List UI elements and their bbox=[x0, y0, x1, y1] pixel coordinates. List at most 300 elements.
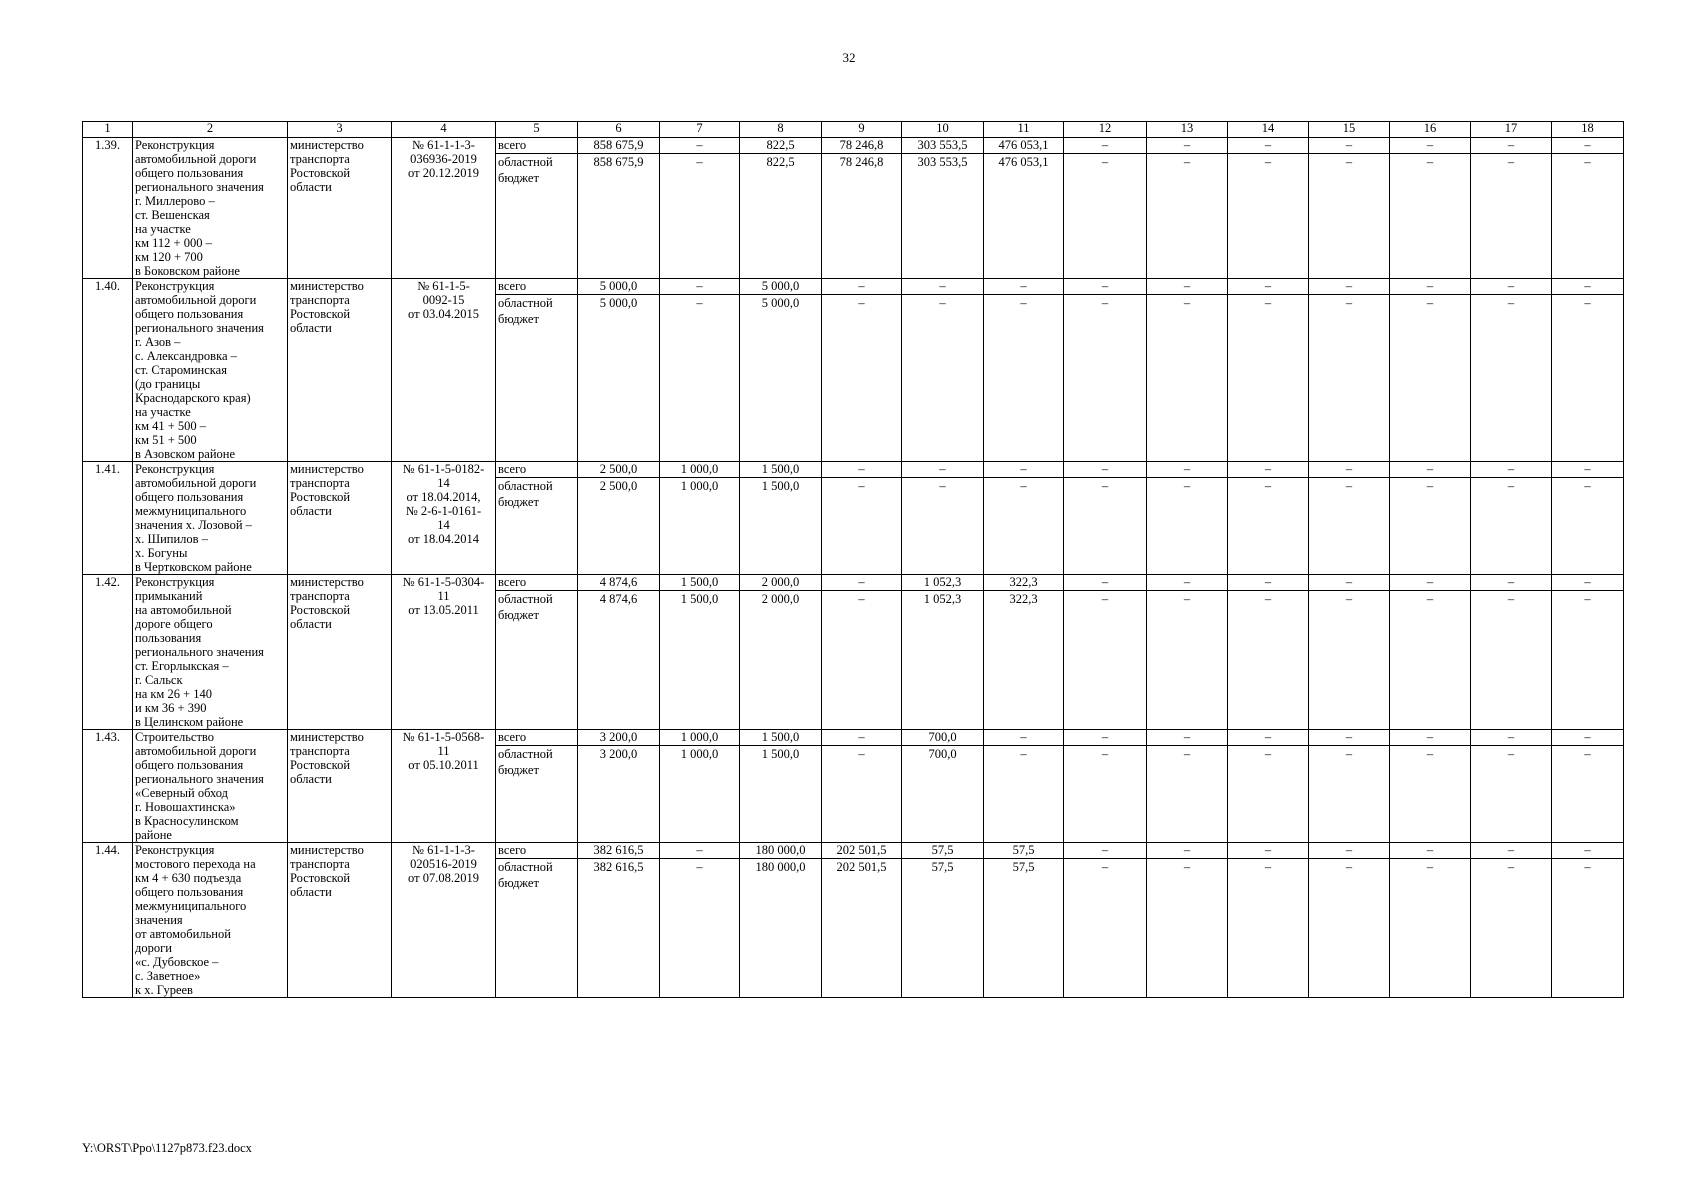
text-line: от 20.12.2019 bbox=[408, 166, 479, 180]
value-cell: – bbox=[1471, 859, 1552, 998]
value-cell: – bbox=[1064, 295, 1147, 462]
responsible-org bbox=[288, 462, 392, 575]
text-line: регионального значения bbox=[135, 645, 264, 659]
column-number-10: 10 bbox=[902, 122, 984, 138]
value-cell: – bbox=[984, 295, 1064, 462]
text-line: «с. Дубовское – bbox=[135, 955, 219, 969]
expertise-document bbox=[392, 843, 496, 998]
text-line: областной bbox=[498, 592, 553, 606]
text-line: примыканий bbox=[135, 589, 203, 603]
value-cell: – bbox=[822, 279, 902, 295]
value-cell: – bbox=[1471, 462, 1552, 478]
value-cell: 303 553,5 bbox=[902, 154, 984, 279]
value-cell: – bbox=[1147, 575, 1228, 591]
text-line: Краснодарского края) bbox=[135, 391, 251, 405]
value-cell: – bbox=[1471, 746, 1552, 843]
text-line: регионального значения bbox=[135, 772, 264, 786]
value-cell: – bbox=[1064, 138, 1147, 154]
text-line: 036936-2019 bbox=[410, 152, 477, 166]
item-number: 1.44. bbox=[83, 843, 133, 998]
value-cell: – bbox=[1147, 279, 1228, 295]
object-name bbox=[133, 279, 288, 462]
text-line: № 2-6-1-0161- bbox=[405, 504, 482, 518]
file-path: Y:\ORST\Ppo\1127p873.f23.docx bbox=[82, 1141, 252, 1155]
column-number-1: 1 bbox=[83, 122, 133, 138]
funding-source-total: всего bbox=[496, 575, 578, 591]
table-row-total bbox=[83, 730, 1624, 746]
object-name bbox=[133, 730, 288, 843]
value-cell: – bbox=[1064, 730, 1147, 746]
funding-source-budget bbox=[496, 295, 578, 462]
text-line: г. Новошахтинска» bbox=[135, 800, 236, 814]
value-cell: 858 675,9 bbox=[578, 154, 660, 279]
value-cell: 303 553,5 bbox=[902, 138, 984, 154]
value-cell: 1 000,0 bbox=[660, 730, 740, 746]
value-cell: – bbox=[1147, 730, 1228, 746]
value-cell: – bbox=[1064, 859, 1147, 998]
value-cell: 1 052,3 bbox=[902, 591, 984, 730]
expertise-document bbox=[392, 279, 496, 462]
value-cell: – bbox=[1390, 746, 1471, 843]
value-cell: – bbox=[1228, 730, 1309, 746]
column-number-4: 4 bbox=[392, 122, 496, 138]
expertise-document bbox=[392, 462, 496, 575]
responsible-org bbox=[288, 138, 392, 279]
value-cell: – bbox=[1552, 746, 1624, 843]
item-number: 1.43. bbox=[83, 730, 133, 843]
value-cell: – bbox=[1471, 843, 1552, 859]
text-line: транспорта bbox=[290, 744, 350, 758]
value-cell: – bbox=[1228, 138, 1309, 154]
column-number-17: 17 bbox=[1471, 122, 1552, 138]
text-line: Ростовской bbox=[290, 166, 351, 180]
value-cell: – bbox=[1390, 295, 1471, 462]
text-line: области bbox=[290, 772, 332, 786]
text-line: дороге общего bbox=[135, 617, 213, 631]
funding-source-total: всего bbox=[496, 138, 578, 154]
text-line: в Красносулинском bbox=[135, 814, 239, 828]
responsible-org bbox=[288, 730, 392, 843]
value-cell: – bbox=[984, 730, 1064, 746]
text-line: общего пользования bbox=[135, 758, 244, 772]
text-line: транспорта bbox=[290, 293, 350, 307]
table-row-total bbox=[83, 843, 1624, 859]
table-row-total bbox=[83, 462, 1624, 478]
text-line: значения bbox=[135, 913, 183, 927]
value-cell: – bbox=[1471, 730, 1552, 746]
column-number-9: 9 bbox=[822, 122, 902, 138]
value-cell: – bbox=[1552, 730, 1624, 746]
text-line: бюджет bbox=[498, 763, 539, 778]
text-line: № 61-1-5-0304- bbox=[402, 575, 485, 589]
value-cell: – bbox=[1064, 462, 1147, 478]
value-cell: 2 000,0 bbox=[740, 575, 822, 591]
text-line: области bbox=[290, 617, 332, 631]
value-cell: – bbox=[660, 138, 740, 154]
value-cell: – bbox=[984, 746, 1064, 843]
value-cell: – bbox=[1064, 843, 1147, 859]
value-cell: – bbox=[660, 859, 740, 998]
value-cell: – bbox=[1147, 154, 1228, 279]
value-cell: – bbox=[1309, 591, 1390, 730]
value-cell: – bbox=[1390, 843, 1471, 859]
text-line: областной bbox=[498, 860, 553, 874]
text-line: г. Миллерово – bbox=[135, 194, 215, 208]
text-line: 14 bbox=[437, 518, 450, 532]
text-line: области bbox=[290, 885, 332, 899]
value-cell: 2 500,0 bbox=[578, 462, 660, 478]
value-cell: – bbox=[1552, 138, 1624, 154]
text-line: к х. Гуреев bbox=[135, 983, 193, 997]
value-cell: – bbox=[984, 462, 1064, 478]
text-line: транспорта bbox=[290, 476, 350, 490]
table-row-total bbox=[83, 575, 1624, 591]
text-line: Реконструкция bbox=[135, 843, 215, 857]
value-cell: 1 500,0 bbox=[660, 591, 740, 730]
value-cell: – bbox=[1390, 591, 1471, 730]
text-line: Реконструкция bbox=[135, 575, 215, 589]
value-cell: – bbox=[1064, 478, 1147, 575]
value-cell: – bbox=[902, 279, 984, 295]
text-line: № 61-1-1-3- bbox=[412, 138, 475, 152]
item-number: 1.39. bbox=[83, 138, 133, 279]
value-cell: 3 200,0 bbox=[578, 730, 660, 746]
text-line: области bbox=[290, 321, 332, 335]
text-line: транспорта bbox=[290, 857, 350, 871]
value-cell: 4 874,6 bbox=[578, 591, 660, 730]
text-line: Строительство bbox=[135, 730, 215, 744]
value-cell: – bbox=[822, 462, 902, 478]
funding-source-total: всего bbox=[496, 462, 578, 478]
value-cell: – bbox=[1228, 859, 1309, 998]
text-line: 14 bbox=[437, 476, 450, 490]
object-name bbox=[133, 575, 288, 730]
text-line: областной bbox=[498, 155, 553, 169]
value-cell: – bbox=[1390, 154, 1471, 279]
text-line: Реконструкция bbox=[135, 279, 215, 293]
value-cell: – bbox=[1147, 746, 1228, 843]
value-cell: – bbox=[660, 279, 740, 295]
value-cell: – bbox=[1064, 279, 1147, 295]
value-cell: 2 500,0 bbox=[578, 478, 660, 575]
value-cell: – bbox=[1309, 154, 1390, 279]
value-cell: 78 246,8 bbox=[822, 154, 902, 279]
text-line: (до границы bbox=[135, 377, 201, 391]
value-cell: – bbox=[660, 154, 740, 279]
column-number-row bbox=[83, 122, 1624, 138]
text-line: от 05.10.2011 bbox=[408, 758, 479, 772]
value-cell: – bbox=[1064, 575, 1147, 591]
text-line: Ростовской bbox=[290, 603, 351, 617]
text-line: областной bbox=[498, 747, 553, 761]
value-cell: 700,0 bbox=[902, 730, 984, 746]
text-line: министерство bbox=[290, 843, 364, 857]
value-cell: – bbox=[1390, 478, 1471, 575]
text-line: общего пользования bbox=[135, 490, 244, 504]
value-cell: – bbox=[1309, 462, 1390, 478]
value-cell: 1 000,0 bbox=[660, 746, 740, 843]
value-cell: – bbox=[1147, 295, 1228, 462]
value-cell: – bbox=[1309, 295, 1390, 462]
text-line: дороги bbox=[135, 941, 172, 955]
value-cell: – bbox=[1228, 478, 1309, 575]
value-cell: – bbox=[1552, 154, 1624, 279]
value-cell: – bbox=[822, 575, 902, 591]
text-line: Реконструкция bbox=[135, 138, 215, 152]
value-cell: – bbox=[1228, 295, 1309, 462]
value-cell: 858 675,9 bbox=[578, 138, 660, 154]
value-cell: – bbox=[1390, 279, 1471, 295]
page-number: 32 bbox=[842, 50, 856, 65]
text-line: на участке bbox=[135, 222, 191, 236]
value-cell: – bbox=[902, 462, 984, 478]
value-cell: 1 500,0 bbox=[660, 575, 740, 591]
expertise-document bbox=[392, 730, 496, 843]
text-line: пользования bbox=[135, 631, 202, 645]
text-line: в Целинском районе bbox=[135, 715, 244, 729]
text-line: км 120 + 700 bbox=[135, 250, 203, 264]
value-cell: 57,5 bbox=[984, 843, 1064, 859]
text-line: автомобильной дороги bbox=[135, 152, 257, 166]
value-cell: – bbox=[1064, 154, 1147, 279]
funding-source-total: всего bbox=[496, 843, 578, 859]
text-line: регионального значения bbox=[135, 180, 264, 194]
funding-source-budget bbox=[496, 154, 578, 279]
text-line: автомобильной дороги bbox=[135, 293, 257, 307]
text-line: 020516-2019 bbox=[410, 857, 477, 871]
value-cell: 57,5 bbox=[902, 859, 984, 998]
column-number-12: 12 bbox=[1064, 122, 1147, 138]
value-cell: – bbox=[1471, 279, 1552, 295]
text-line: министерство bbox=[290, 730, 364, 744]
expertise-document bbox=[392, 575, 496, 730]
value-cell: 1 500,0 bbox=[740, 746, 822, 843]
text-line: в Боковском районе bbox=[135, 264, 240, 278]
value-cell: – bbox=[822, 295, 902, 462]
column-number-14: 14 bbox=[1228, 122, 1309, 138]
value-cell: – bbox=[1552, 575, 1624, 591]
column-number-15: 15 bbox=[1309, 122, 1390, 138]
value-cell: – bbox=[1552, 478, 1624, 575]
text-line: км 4 + 630 подъезда bbox=[135, 871, 242, 885]
column-number-11: 11 bbox=[984, 122, 1064, 138]
text-line: Ростовской bbox=[290, 307, 351, 321]
responsible-org bbox=[288, 575, 392, 730]
value-cell: – bbox=[1064, 591, 1147, 730]
value-cell: – bbox=[1471, 295, 1552, 462]
text-line: г. Азов – bbox=[135, 335, 181, 349]
value-cell: 1 000,0 bbox=[660, 462, 740, 478]
column-number-13: 13 bbox=[1147, 122, 1228, 138]
text-line: бюджет bbox=[498, 876, 539, 891]
text-line: министерство bbox=[290, 138, 364, 152]
text-line: ст. Староминская bbox=[135, 363, 227, 377]
text-line: на автомобильной bbox=[135, 603, 232, 617]
value-cell: 57,5 bbox=[902, 843, 984, 859]
value-cell: 1 500,0 bbox=[740, 730, 822, 746]
value-cell: – bbox=[1552, 859, 1624, 998]
funding-source-total: всего bbox=[496, 279, 578, 295]
text-line: ст. Егорлыкская – bbox=[135, 659, 229, 673]
value-cell: 322,3 bbox=[984, 575, 1064, 591]
text-line: транспорта bbox=[290, 152, 350, 166]
text-line: транспорта bbox=[290, 589, 350, 603]
text-line: 11 bbox=[437, 744, 450, 758]
value-cell: – bbox=[1552, 591, 1624, 730]
text-line: Ростовской bbox=[290, 871, 351, 885]
value-cell: – bbox=[1228, 575, 1309, 591]
value-cell: – bbox=[1309, 859, 1390, 998]
value-cell: 382 616,5 bbox=[578, 859, 660, 998]
value-cell: – bbox=[822, 591, 902, 730]
text-line: областной bbox=[498, 296, 553, 310]
value-cell: – bbox=[1471, 138, 1552, 154]
text-line: автомобильной дороги bbox=[135, 476, 257, 490]
value-cell: 322,3 bbox=[984, 591, 1064, 730]
text-line: 11 bbox=[437, 589, 450, 603]
value-cell: – bbox=[822, 730, 902, 746]
responsible-org bbox=[288, 843, 392, 998]
value-cell: 1 052,3 bbox=[902, 575, 984, 591]
value-cell: – bbox=[1390, 575, 1471, 591]
value-cell: – bbox=[1390, 462, 1471, 478]
item-number: 1.42. bbox=[83, 575, 133, 730]
object-name bbox=[133, 138, 288, 279]
value-cell: – bbox=[1471, 591, 1552, 730]
text-line: в Чертковском районе bbox=[135, 560, 252, 574]
expertise-document bbox=[392, 138, 496, 279]
text-line: № 61-1-1-3- bbox=[412, 843, 475, 857]
funding-source-budget bbox=[496, 591, 578, 730]
text-line: межмуниципального bbox=[135, 899, 247, 913]
value-cell: – bbox=[902, 478, 984, 575]
item-number: 1.40. bbox=[83, 279, 133, 462]
value-cell: – bbox=[1228, 279, 1309, 295]
column-number-2: 2 bbox=[133, 122, 288, 138]
value-cell: 476 053,1 bbox=[984, 154, 1064, 279]
value-cell: – bbox=[1309, 843, 1390, 859]
value-cell: – bbox=[1552, 279, 1624, 295]
text-line: области bbox=[290, 180, 332, 194]
value-cell: – bbox=[1309, 575, 1390, 591]
value-cell: 2 000,0 bbox=[740, 591, 822, 730]
value-cell: 57,5 bbox=[984, 859, 1064, 998]
text-line: «Северный обход bbox=[135, 786, 228, 800]
text-line: общего пользования bbox=[135, 166, 244, 180]
value-cell: – bbox=[1390, 730, 1471, 746]
text-line: от 07.08.2019 bbox=[408, 871, 479, 885]
value-cell: – bbox=[1471, 154, 1552, 279]
text-line: бюджет bbox=[498, 608, 539, 623]
value-cell: 822,5 bbox=[740, 154, 822, 279]
column-number-7: 7 bbox=[660, 122, 740, 138]
value-cell: – bbox=[1228, 591, 1309, 730]
text-line: с. Александровка – bbox=[135, 349, 237, 363]
value-cell: 78 246,8 bbox=[822, 138, 902, 154]
funding-source-budget bbox=[496, 478, 578, 575]
funding-source-total: всего bbox=[496, 730, 578, 746]
text-line: мостового перехода на bbox=[135, 857, 256, 871]
column-number-16: 16 bbox=[1390, 122, 1471, 138]
text-line: г. Сальск bbox=[135, 673, 183, 687]
value-cell: 5 000,0 bbox=[740, 295, 822, 462]
value-cell: – bbox=[1309, 138, 1390, 154]
table-row-total bbox=[83, 279, 1624, 295]
text-line: бюджет bbox=[498, 171, 539, 186]
text-line: общего пользования bbox=[135, 307, 244, 321]
value-cell: – bbox=[1147, 859, 1228, 998]
text-line: км 41 + 500 – bbox=[135, 419, 207, 433]
text-line: значения х. Лозовой – bbox=[135, 518, 252, 532]
object-name bbox=[133, 843, 288, 998]
value-cell: 382 616,5 bbox=[578, 843, 660, 859]
value-cell: 5 000,0 bbox=[578, 279, 660, 295]
value-cell: – bbox=[1228, 462, 1309, 478]
text-line: министерство bbox=[290, 279, 364, 293]
text-line: министерство bbox=[290, 575, 364, 589]
value-cell: – bbox=[1309, 279, 1390, 295]
text-line: автомобильной дороги bbox=[135, 744, 257, 758]
funding-source-budget bbox=[496, 859, 578, 998]
responsible-org bbox=[288, 279, 392, 462]
text-line: районе bbox=[135, 828, 172, 842]
text-line: от 13.05.2011 bbox=[408, 603, 479, 617]
text-line: Реконструкция bbox=[135, 462, 215, 476]
text-line: и км 36 + 390 bbox=[135, 701, 207, 715]
text-line: км 112 + 000 – bbox=[135, 236, 212, 250]
text-line: регионального значения bbox=[135, 321, 264, 335]
text-line: общего пользования bbox=[135, 885, 244, 899]
value-cell: – bbox=[1471, 575, 1552, 591]
value-cell: – bbox=[1147, 138, 1228, 154]
text-line: № 61-1-5-0182- bbox=[402, 462, 485, 476]
funding-source-budget bbox=[496, 746, 578, 843]
value-cell: 1 500,0 bbox=[740, 462, 822, 478]
value-cell: – bbox=[984, 478, 1064, 575]
text-line: в Азовском районе bbox=[135, 447, 236, 461]
program-table bbox=[82, 121, 1624, 998]
text-line: ст. Вешенская bbox=[135, 208, 210, 222]
column-number-3: 3 bbox=[288, 122, 392, 138]
column-number-5: 5 bbox=[496, 122, 578, 138]
value-cell: 822,5 bbox=[740, 138, 822, 154]
value-cell: – bbox=[1064, 746, 1147, 843]
value-cell: 3 200,0 bbox=[578, 746, 660, 843]
value-cell: – bbox=[660, 843, 740, 859]
text-line: № 61-1-5-0568- bbox=[402, 730, 485, 744]
value-cell: 5 000,0 bbox=[740, 279, 822, 295]
value-cell: 1 000,0 bbox=[660, 478, 740, 575]
column-number-8: 8 bbox=[740, 122, 822, 138]
text-line: области bbox=[290, 504, 332, 518]
value-cell: – bbox=[1552, 295, 1624, 462]
value-cell: – bbox=[1390, 138, 1471, 154]
text-line: от автомобильной bbox=[135, 927, 231, 941]
text-line: областной bbox=[498, 479, 553, 493]
column-number-6: 6 bbox=[578, 122, 660, 138]
value-cell: – bbox=[1309, 730, 1390, 746]
value-cell: 180 000,0 bbox=[740, 859, 822, 998]
value-cell: 5 000,0 bbox=[578, 295, 660, 462]
text-line: № 61-1-5- bbox=[417, 279, 470, 293]
value-cell: 180 000,0 bbox=[740, 843, 822, 859]
value-cell: – bbox=[822, 746, 902, 843]
column-number-18: 18 bbox=[1552, 122, 1624, 138]
text-line: с. Заветное» bbox=[135, 969, 201, 983]
value-cell: – bbox=[1471, 478, 1552, 575]
table-row-total bbox=[83, 138, 1624, 154]
text-line: от 03.04.2015 bbox=[408, 307, 479, 321]
